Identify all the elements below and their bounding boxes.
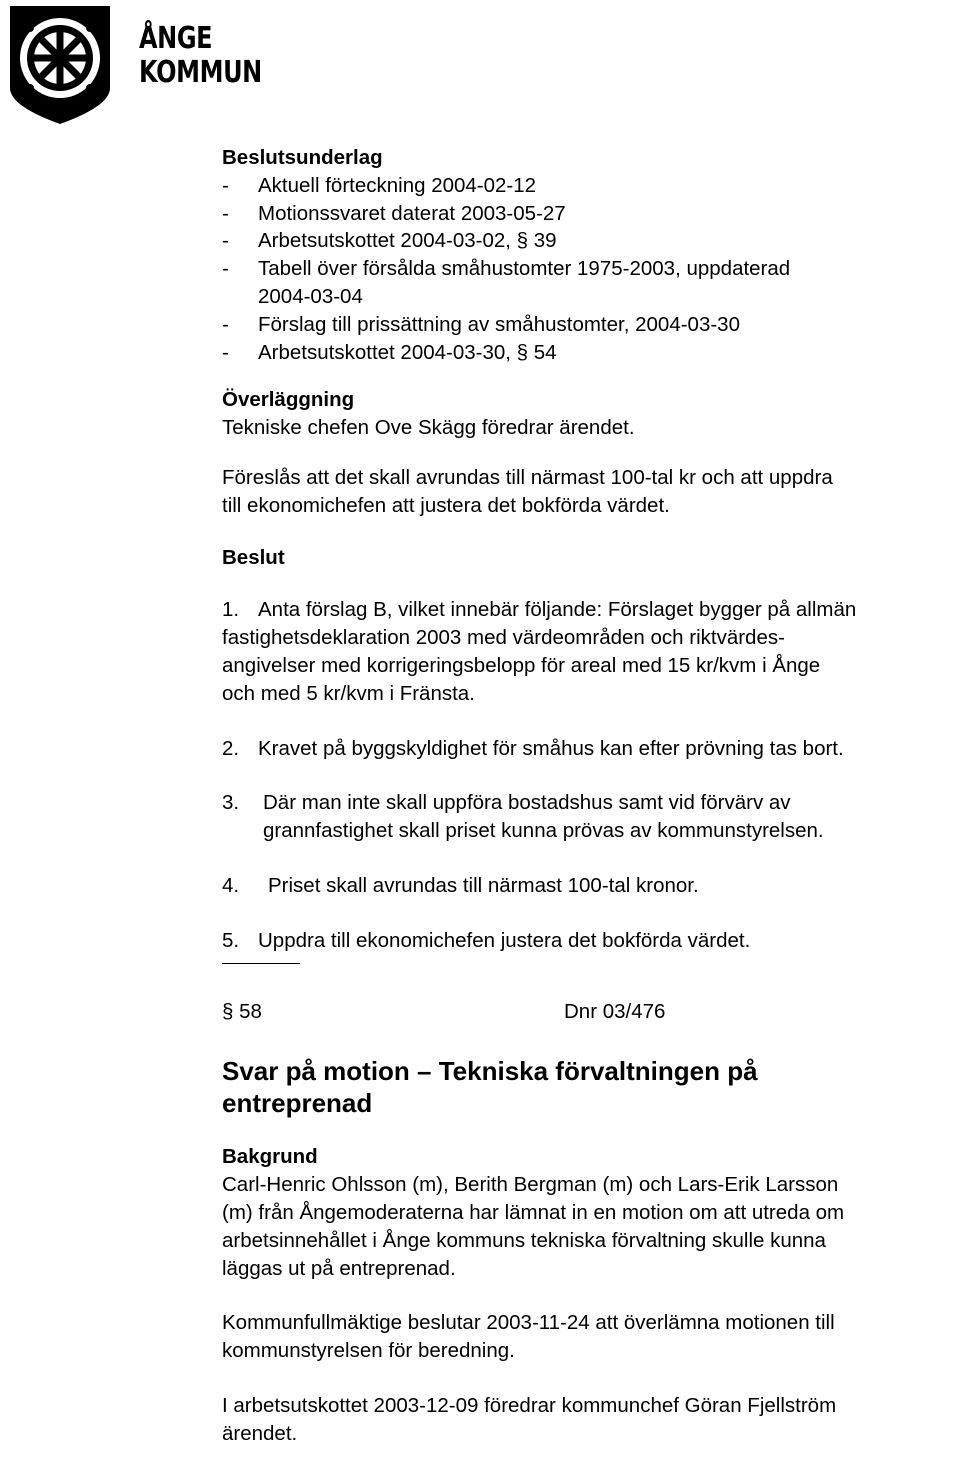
bakgrund-paragraph-line: (m) från Ångemoderaterna har lämnat in en motion om att utreda om (222, 1200, 845, 1224)
list-item: - Arbetsutskottet 2004-03-02, § 39 (222, 229, 557, 253)
list-item: - Motionssvaret daterat 2003-05-27 (222, 201, 566, 225)
list-item: - Tabell över försålda småhustomter 1975-2003, uppdaterad (222, 257, 791, 281)
bakgrund-paragraph-line: Carl-Henric Ohlsson (m), Berith Bergman (m) och Lars-Erik Larsson (222, 1173, 839, 1197)
decision-item-1-line: och med 5 kr/kvm i Fränsta. (222, 681, 475, 705)
kommun-logo-wordmark (139, 22, 262, 90)
paragraph-header (222, 998, 952, 1026)
overlaggning-paragraph-line: Föreslås att det skall avrundas till närmast 100-tal kr och att uppdra (222, 465, 833, 489)
heading-beslut: Beslut (222, 545, 285, 569)
bakgrund-paragraph-line: arbetsinnehållet i Ånge kommuns tekniska förvaltning skulle kunna (222, 1228, 826, 1252)
list-item: - Arbetsutskottet 2004-03-30, § 54 (222, 340, 557, 364)
overlaggning-text: Tekniske chefen Ove Skägg föredrar ärendet. (222, 416, 635, 440)
document-body (222, 144, 952, 1448)
bakgrund-paragraph-line: läggas ut på entreprenad. (222, 1256, 456, 1280)
kf-decision-line: Kommunfullmäktige beslutar 2003-11-24 att överlämna motionen till (222, 1311, 835, 1335)
decision-item-1-line: fastighetsdeklaration 2003 med värdeområden och riktvärdes- (222, 626, 785, 650)
list-item-continuation: 2004-03-04 (258, 284, 363, 308)
kf-decision-line: kommunstyrelsen för beredning. (222, 1339, 515, 1363)
heading-overlaggning: Överläggning (222, 388, 355, 412)
decision-item-4: 4. Priset skall avrundas till närmast 100-tal kronor. (222, 873, 699, 897)
paragraph-ref: § 58 (222, 999, 262, 1023)
logo-text-line1: ÅNGE (139, 21, 213, 56)
logo-text-line2: KOMMUN (139, 55, 262, 90)
page-title: Svar på motion – Tekniska förvaltningen på entreprenad (222, 1056, 758, 1119)
decision-item-3: 3. Där man inte skall uppföra bostadshus samt vid förvärv av (222, 791, 791, 815)
decision-item-3-line: grannfastighet skall priset kunna prövas av kommunstyrelsen. (263, 819, 824, 843)
list-item: - Förslag till prissättning av småhustomter, 2004-03-30 (222, 312, 740, 336)
heading-bakgrund: Bakgrund (222, 1145, 318, 1169)
decision-item-1: 1. Anta förslag B, vilket innebär följande: Förslaget bygger på allmän (222, 598, 857, 622)
diary-number: Dnr 03/476 (564, 999, 666, 1023)
heading-beslutsunderlag: Beslutsunderlag (222, 146, 383, 169)
list-item: - Aktuell förteckning 2004-02-12 (222, 173, 537, 197)
overlaggning-paragraph-line: till ekonomichefen att justera det bokförda värdet. (222, 493, 670, 517)
au-presentation-line: I arbetsutskottet 2003-12-09 föredrar kommunchef Göran Fjellström (222, 1393, 837, 1417)
decision-item-1-line: angivelser med korrigeringsbelopp för areal med 15 kr/kvm i Ånge (222, 653, 821, 677)
decision-item-2: 2. Kravet på byggskyldighet för småhus kan efter prövning tas bort. (222, 736, 844, 760)
au-presentation-line: ärendet. (222, 1421, 298, 1445)
decision-item-5: 5. Uppdra till ekonomichefen justera det bokförda värdet. (222, 928, 751, 952)
kommun-logo-emblem (4, 2, 116, 126)
